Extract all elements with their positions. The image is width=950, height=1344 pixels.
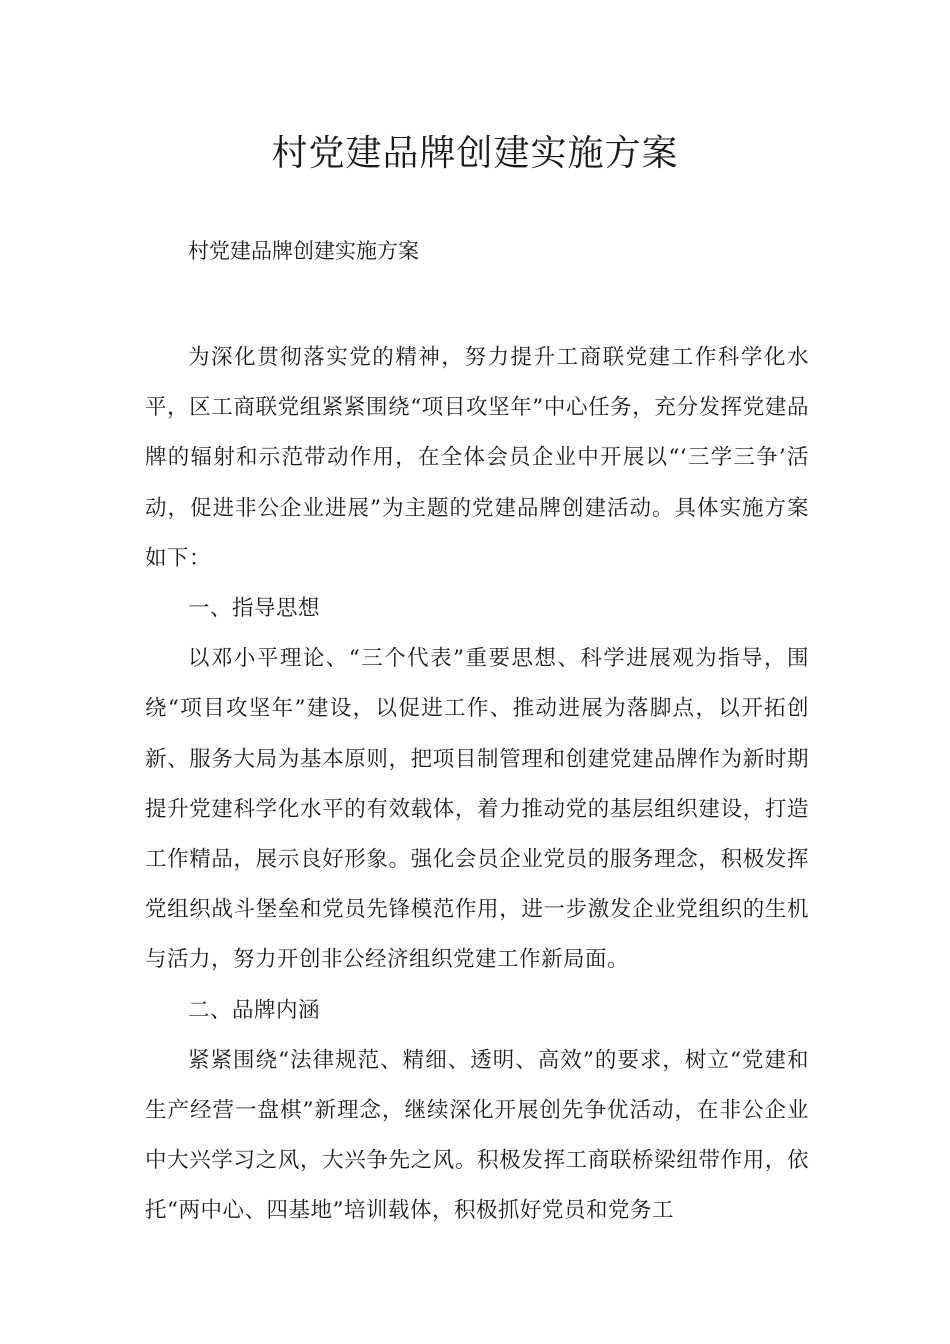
document-body: [145, 333, 809, 1237]
document-title: 村党建品牌创建实施方案: [271, 133, 679, 174]
brand-connotation-paragraph: 紧紧围绕“法律规范、精细、透明、高效”的要求，树立“党建和生产经营一盘棋”新理念，继续深化开展创先争优活动，在非公企业中大兴学习之风，大兴争先之风。积极发挥工商联桥梁纽带作用，依托“两中心、四基地”培训载体，积极抓好党员和党务工: [145, 1047, 809, 1224]
section-heading-guiding-ideology: 一、指导思想: [188, 596, 321, 622]
section-heading-brand-connotation: 二、品牌内涵: [188, 997, 321, 1023]
guiding-ideology-paragraph: 以邓小平理论、“三个代表”重要思想、科学进展观为指导，围绕“项目攻坚年”建设，以促进工作、推动进展为落脚点，以开拓创新、服务大局为基本原则，把项目制管理和创建党建品牌作为新时期提升党建科学化水平的有效载体，着力推动党的基层组织建设，打造工作精品，展示良好形象。强化会员企业党员的服务理念，积极发挥党组织战斗堡垒和党员先锋模范作用，进一步激发企业党组织的生机与活力，努力开创非公经济组织党建工作新局面。: [145, 646, 809, 973]
intro-paragraph: 为深化贯彻落实党的精神，努力提升工商联党建工作科学化水平，区工商联党组紧紧围绕“项目攻坚年”中心任务，充分发挥党建品牌的辐射和示范带动作用，在全体会员企业中开展以“‘三学三争’活动，促进非公企业进展”为主题的党建品牌创建活动。具体实施方案如下：: [145, 345, 809, 571]
document-subtitle: 村党建品牌创建实施方案: [188, 239, 419, 263]
